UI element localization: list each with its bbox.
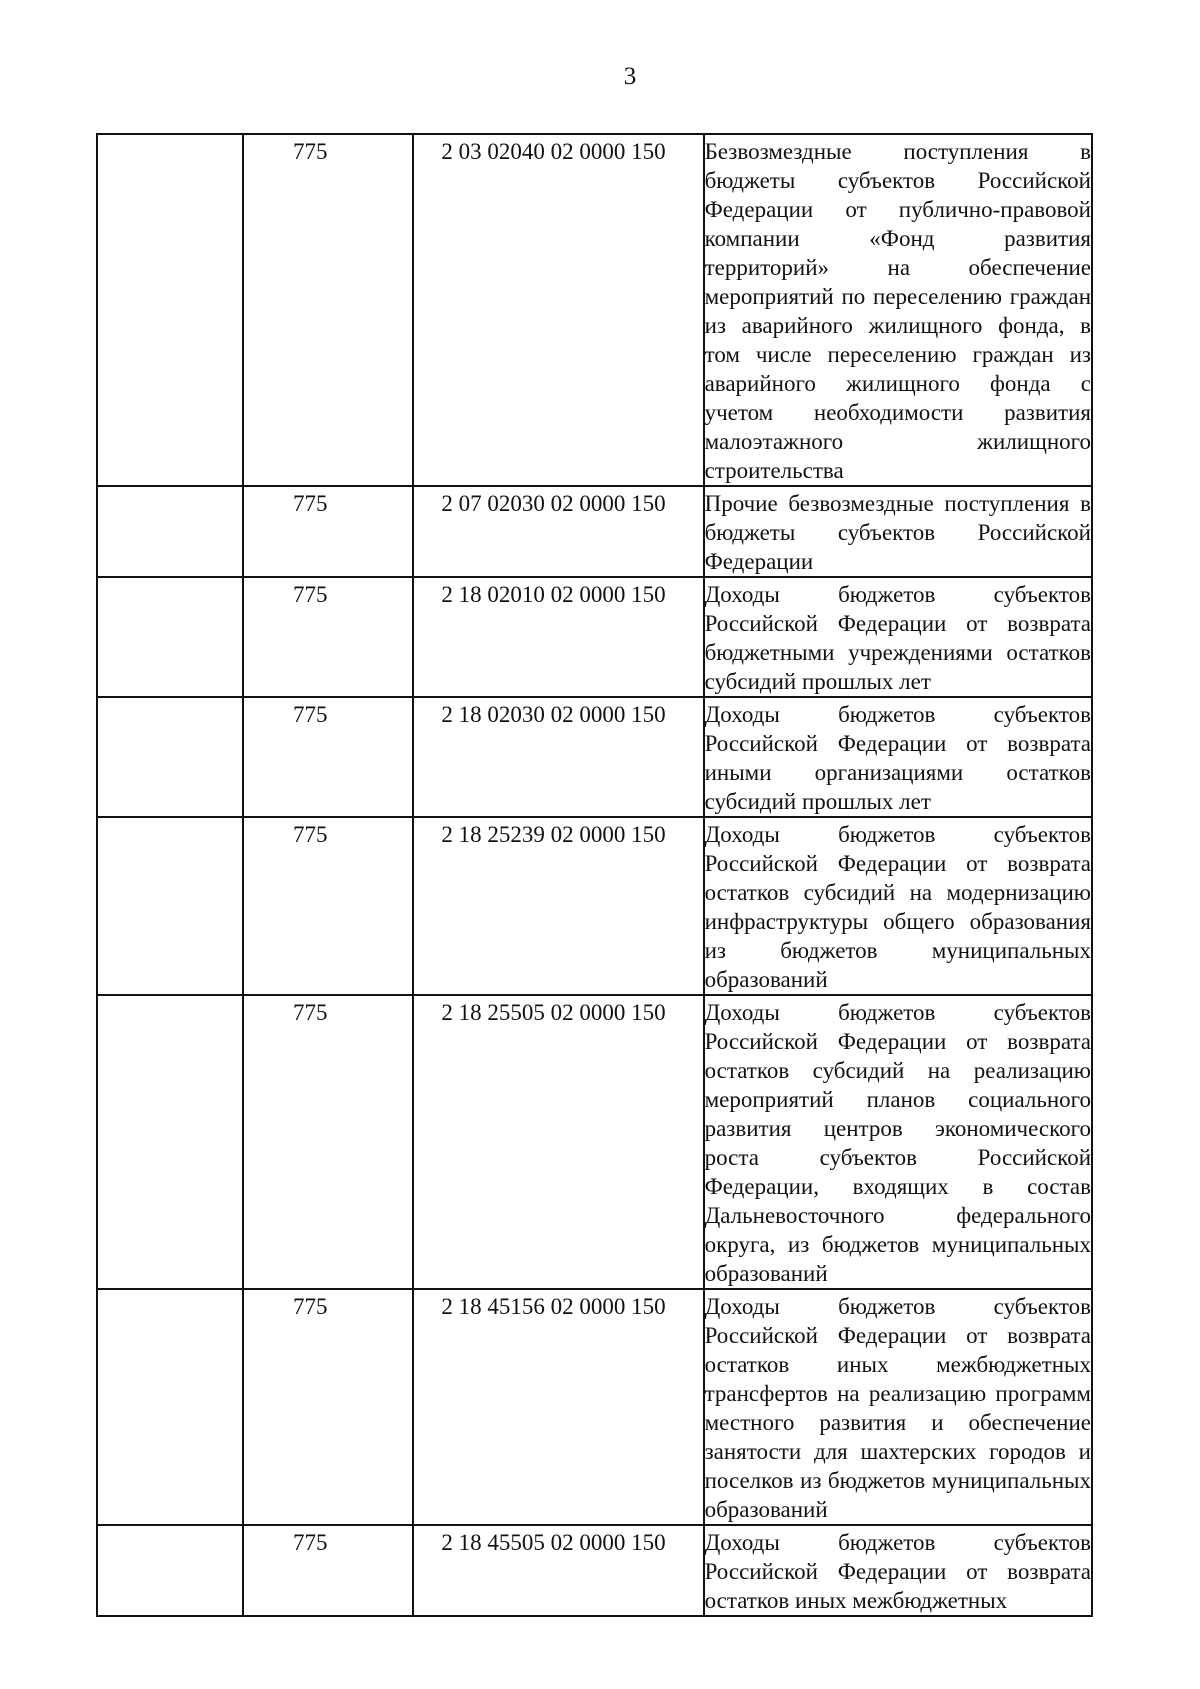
table-row <box>97 817 1092 995</box>
admin-code-cell: 775 <box>243 134 413 486</box>
empty-cell <box>97 697 243 817</box>
admin-code-cell: 775 <box>243 1525 413 1616</box>
table-row <box>97 134 1092 486</box>
budget-code-cell: 2 18 45156 02 0000 150 <box>413 1289 703 1525</box>
admin-code-cell: 775 <box>243 995 413 1289</box>
table-row <box>97 995 1092 1289</box>
admin-code-cell: 775 <box>243 577 413 697</box>
table-row <box>97 486 1092 577</box>
table-row <box>97 1289 1092 1525</box>
budget-code-cell: 2 03 02040 02 0000 150 <box>413 134 703 486</box>
admin-code-cell: 775 <box>243 697 413 817</box>
budget-code-cell: 2 07 02030 02 0000 150 <box>413 486 703 577</box>
revenue-name-cell: Доходы бюджетов субъектов Российской Федерации от возврата остатков субсидий на реализацию мероприятий планов социального развития центров экономического роста субъектов Российской Федерации, входящих в состав Дальневосточного федерального округа, из бюджетов муниципальных образований <box>704 995 1092 1289</box>
revenue-name-cell: Доходы бюджетов субъектов Российской Федерации от возврата остатков иных межбюджетных трансфертов на реализацию программ местного развития и обеспечение занятости для шахтерских городов и поселков из бюджетов муниципальных образований <box>704 1289 1092 1525</box>
table-row <box>97 1525 1092 1616</box>
empty-cell <box>97 995 243 1289</box>
page-number: 3 <box>623 63 637 90</box>
empty-cell <box>97 1289 243 1525</box>
budget-code-cell: 2 18 45505 02 0000 150 <box>413 1525 703 1616</box>
budget-code-cell: 2 18 25505 02 0000 150 <box>413 995 703 1289</box>
revenue-name-cell: Доходы бюджетов субъектов Российской Федерации от возврата бюджетными учреждениями остатков субсидий прошлых лет <box>704 577 1092 697</box>
budget-code-cell: 2 18 25239 02 0000 150 <box>413 817 703 995</box>
empty-cell <box>97 134 243 486</box>
admin-code-cell: 775 <box>243 817 413 995</box>
admin-code-cell: 775 <box>243 1289 413 1525</box>
admin-code-cell: 775 <box>243 486 413 577</box>
budget-code-cell: 2 18 02010 02 0000 150 <box>413 577 703 697</box>
empty-cell <box>97 486 243 577</box>
revenue-name-cell: Прочие безвозмездные поступления в бюджеты субъектов Российской Федерации <box>704 486 1092 577</box>
revenue-codes-table <box>96 133 1093 1617</box>
empty-cell <box>97 577 243 697</box>
revenue-name-cell: Безвозмездные поступления в бюджеты субъектов Российской Федерации от публично-правовой компании «Фонд развития территорий» на обеспечение мероприятий по переселению граждан из аварийного жилищного фонда, в том числе переселению граждан из аварийного жилищного фонда с учетом необходимости развития малоэтажного жилищного строительства <box>704 134 1092 486</box>
revenue-name-cell: Доходы бюджетов субъектов Российской Федерации от возврата иными организациями остатков субсидий прошлых лет <box>704 697 1092 817</box>
empty-cell <box>97 1525 243 1616</box>
table-row <box>97 697 1092 817</box>
revenue-name-cell: Доходы бюджетов субъектов Российской Федерации от возврата остатков субсидий на модернизацию инфраструктуры общего образования из бюджетов муниципальных образований <box>704 817 1092 995</box>
table-row <box>97 577 1092 697</box>
budget-code-cell: 2 18 02030 02 0000 150 <box>413 697 703 817</box>
empty-cell <box>97 817 243 995</box>
revenue-name-cell: Доходы бюджетов субъектов Российской Федерации от возврата остатков иных межбюджетных <box>704 1525 1092 1616</box>
